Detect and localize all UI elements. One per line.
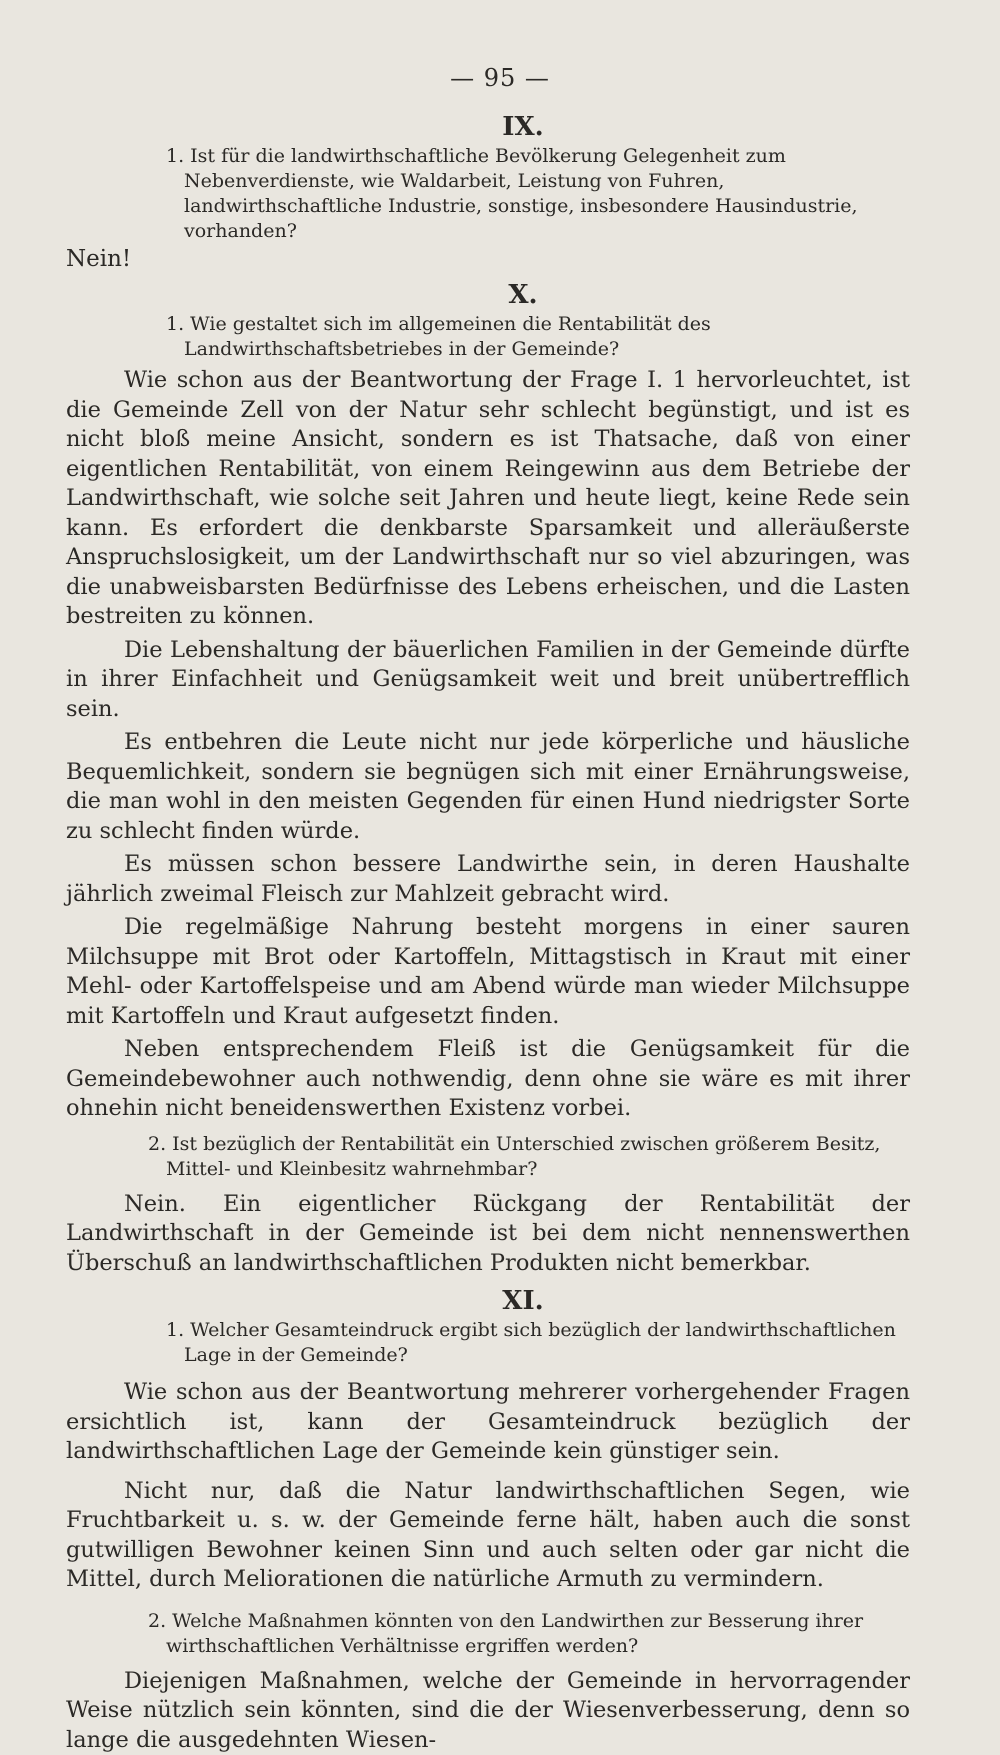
section-heading-ix: IX. <box>66 110 910 144</box>
answer-ix-1: Nein! <box>66 244 910 274</box>
answer-x-1-paragraph-4: Es müssen schon bessere Landwirthe sein, in deren Haushalte jährlich zweimal Fleisch zur Mahlzeit gebracht wird. <box>66 850 910 909</box>
answer-xi-1-paragraph-1: Wie schon aus der Beantwortung mehrerer vorhergehender Fragen ersichtlich ist, kann der Gesamteindruck bezüglich der landwirthschaftlichen Lage der Gemeinde kein günstiger sein. <box>66 1378 910 1467</box>
section-xi <box>66 1284 910 1755</box>
section-ix <box>66 110 910 274</box>
question-x-1: 1. Wie gestaltet sich im allgemeinen die Rentabilität des Landwirthschaftsbetriebes in der Gemeinde? <box>66 312 910 362</box>
section-heading-x: X. <box>66 278 910 312</box>
section-heading-xi: XI. <box>66 1284 910 1318</box>
question-x-2: 2. Ist bezüglich der Rentabilität ein Unterschied zwischen größerem Besitz, Mittel- und Kleinbesitz wahrnehmbar? <box>66 1132 910 1182</box>
answer-x-1-paragraph-3: Es entbehren die Leute nicht nur jede körperliche und häusliche Bequemlichkeit, sondern sie begnügen sich mit einer Ernährungsweise, die man wohl in den meisten Gegenden für einen Hund niedrigster Sorte zu schlecht finden würde. <box>66 728 910 846</box>
answer-xi-1-paragraph-2: Nicht nur, daß die Natur landwirthschaftlichen Segen, wie Fruchtbarkeit u. s. w. der Gemeinde ferne hält, haben auch die sonst gutwilligen Bewohner keinen Sinn und auch selten oder gar nicht die Mittel, durch Meliorationen die natürliche Armuth zu vermindern. <box>66 1477 910 1595</box>
answer-x-1-paragraph-6: Neben entsprechendem Fleiß ist die Genügsamkeit für die Gemeindebewohner auch nothwendig, denn ohne sie wäre es mit ihrer ohnehin nicht beneidenswerthen Existenz vorbei. <box>66 1035 910 1124</box>
section-x <box>66 278 910 1278</box>
answer-x-1-paragraph-2: Die Lebenshaltung der bäuerlichen Familien in der Gemeinde dürfte in ihrer Einfachheit und Genügsamkeit weit und breit unübertrefflich sein. <box>66 636 910 725</box>
page-content <box>66 110 910 1755</box>
question-xi-1: 1. Welcher Gesamteindruck ergibt sich bezüglich der landwirthschaftlichen Lage in der Gemeinde? <box>66 1318 910 1368</box>
question-ix-1: 1. Ist für die landwirthschaftliche Bevölkerung Gelegenheit zum Nebenverdienste, wie Waldarbeit, Leistung von Fuhren, landwirthschaftliche Industrie, sonstige, insbesondere Hausindustrie, vorhanden? <box>66 144 910 244</box>
answer-xi-2-paragraph-1: Diejenigen Maßnahmen, welche der Gemeinde in hervorragender Weise nützlich sein könnten, sind die der Wiesenverbesserung, denn so lange die ausgedehnten Wiesen- <box>66 1667 910 1755</box>
answer-x-2: Nein. Ein eigentlicher Rückgang der Rentabilität der Landwirthschaft in der Gemeinde ist bei dem nicht nennenswerthen Überschuß an landwirthschaftlichen Produkten nicht bemerkbar. <box>66 1190 910 1279</box>
answer-x-1-paragraph-5: Die regelmäßige Nahrung besteht morgens in einer sauren Milchsuppe mit Brot oder Kartoffeln, Mittagstisch in Kraut mit einer Mehl- oder Kartoffelspeise und am Abend würde man wieder Milchsuppe mit Kartoffeln und Kraut aufgesetzt finden. <box>66 913 910 1031</box>
question-xi-2: 2. Welche Maßnahmen könnten von den Landwirthen zur Besserung ihrer wirthschaftlichen Verhältnisse ergriffen werden? <box>66 1609 910 1659</box>
page-number: — 95 — <box>0 64 1000 92</box>
answer-x-1-paragraph-1: Wie schon aus der Beantwortung der Frage I. 1 hervorleuchtet, ist die Gemeinde Zell von der Natur sehr schlecht begünstigt, und ist es nicht bloß meine Ansicht, sondern es ist Thatsache, daß von einer eigentlichen Rentabilität, von einem Reingewinn aus dem Betriebe der Landwirthschaft, wie solche seit Jahren und heute liegt, keine Rede sein kann. Es erfordert die denkbarste Sparsamkeit und alleräußerste Anspruchslosigkeit, um der Landwirthschaft nur so viel abzuringen, was die unabweisbarsten Bedürfnisse des Lebens erheischen, und die Lasten bestreiten zu können. <box>66 366 910 632</box>
